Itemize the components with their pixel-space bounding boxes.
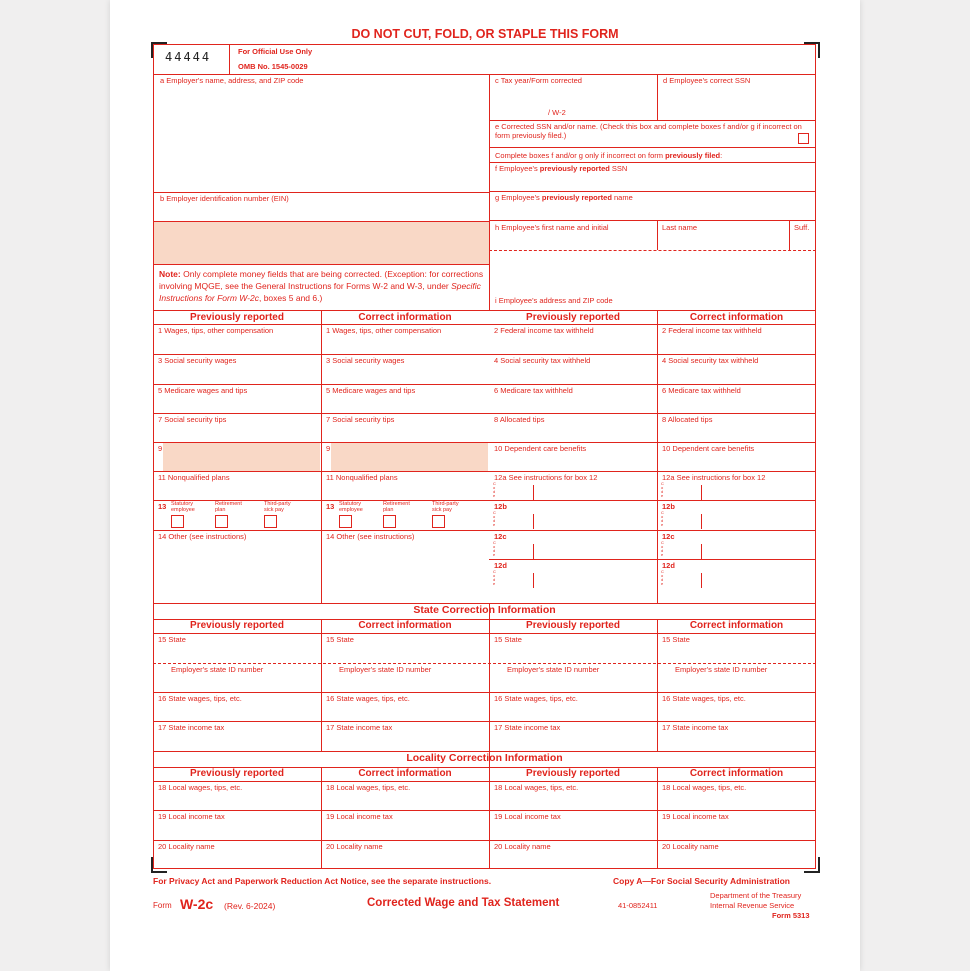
column-header: Previously reported [190,620,284,631]
box-12-code-label: Code [493,481,496,498]
rule-line [153,530,816,531]
locality-box-label: 19 Local income tax [326,812,393,821]
rule-line [701,485,702,500]
third-party-sick-pay-label: Third-party sick pay [432,501,459,513]
statutory-employee-checkbox[interactable] [171,515,184,528]
money-box-label: 10 Dependent care benefits [662,444,755,453]
box-12-label: 12d [494,561,507,570]
form-code: 41-0852411 [618,901,658,910]
box-12-label: 12c [494,532,507,541]
locality-box-label: 18 Local wages, tips, etc. [662,783,747,792]
rule-line [657,220,658,250]
privacy-notice: For Privacy Act and Paperwork Reduction Act Notice, see the separate instructions. [153,876,492,886]
box-g-post: name [611,193,633,202]
locality-box-label: 19 Local income tax [494,812,561,821]
rule-line [153,310,816,311]
column-header: Previously reported [190,312,284,323]
column-header: Previously reported [526,768,620,779]
money-box-label: 1 Wages, tips, other compensation [326,326,442,335]
money-box-label: 1 Wages, tips, other compensation [158,326,274,335]
note-italic: Specific Instructions for Form W-2c [159,281,481,303]
box-e-label: e Corrected SSN and/or name. (Check this box and complete boxes f and/or g if incorrect on form previously filed.) [495,122,802,140]
locality-box-label: 19 Local income tax [158,812,225,821]
column-header: Correct information [689,768,784,779]
box-12-label: 12c [662,532,675,541]
state-box-label: 16 State wages, tips, etc. [662,694,746,703]
rule-line [153,721,816,722]
statutory-employee-label: Statutory employee [339,501,363,513]
rule-line [657,619,658,751]
box-f-pre: f Employee's [495,164,540,173]
money-box-label: 4 Social security tax withheld [662,356,759,365]
box-b-label: b Employer identification number (EIN) [160,194,289,203]
box-12-code-label: Code [493,569,496,586]
state-section-title: State Correction Information [413,604,556,616]
fg-note: Complete boxes f and/or g only if incorrect on form previously filed: [495,151,723,160]
rule-line [153,633,816,634]
rule-line [153,384,816,385]
rule-line [489,74,490,310]
retirement-plan-label: Retirement plan [383,501,410,513]
state-box-label: Employer's state ID number [171,665,264,674]
rule-line [489,147,816,148]
state-box-label: 17 State income tax [494,723,561,732]
locality-box-label: 18 Local wages, tips, etc. [494,783,579,792]
rule-line [657,74,658,120]
box-a-label: a Employer's name, address, and ZIP code [160,76,304,85]
locality-box-label: 20 Locality name [326,842,383,851]
rule-line [321,767,322,869]
suffix-label: Suff. [794,223,810,232]
rule-line [657,767,658,869]
money-box-label: 2 Federal income tax withheld [494,326,594,335]
box-12-code-label: Code [661,510,664,527]
box-12-code-label: Code [661,569,664,586]
locality-box-label: 18 Local wages, tips, etc. [158,783,243,792]
box-g-pre: g Employee's [495,193,542,202]
rule-line [489,120,816,121]
rule-line [153,74,816,75]
form-name: W-2c [180,896,214,912]
state-box-label: 15 State [662,635,690,644]
rule-line [489,250,816,251]
state-box-label: Employer's state ID number [675,665,768,674]
box-14-label: 14 Other (see instructions) [158,532,247,541]
rule-line [229,44,230,74]
column-header: Correct information [689,620,784,631]
rule-line [701,514,702,529]
state-box-label: 16 State wages, tips, etc. [158,694,242,703]
money-box-label: 9 [158,444,163,453]
state-box-label: 17 State income tax [158,723,225,732]
rule-line [153,264,489,265]
note-label: Note: [159,269,181,279]
locality-box-label: 20 Locality name [158,842,215,851]
money-box-label: 6 Medicare tax withheld [662,386,741,395]
statutory-employee-label: Statutory employee [171,501,195,513]
box-12-label: 12b [662,502,675,511]
rule-line [789,220,790,250]
state-box-label: Employer's state ID number [339,665,432,674]
rule-line [533,573,534,588]
locality-section-title: Locality Correction Information [406,752,563,764]
fg-note-text: Complete boxes f and/or g only if incorrect on form [495,151,666,160]
state-box-label: 15 State [494,635,522,644]
state-box-label: 16 State wages, tips, etc. [494,694,578,703]
note-body: Only complete money fields that are being corrected. (Exception: for corrections involving MQGE, see the General Instructions for Forms W-2 and W-3, under [159,269,484,291]
box-g-bold: previously reported [541,193,612,202]
rule-line [153,663,816,664]
retirement-plan-checkbox[interactable] [383,515,396,528]
money-box-label: 12a See instructions for box 12 [494,473,598,482]
locality-box-label: 20 Locality name [662,842,719,851]
rule-line [153,500,816,501]
box-12-code-label: Code [661,481,664,498]
rule-line [153,413,816,414]
statutory-employee-checkbox[interactable] [339,515,352,528]
box-14-label: 14 Other (see instructions) [326,532,415,541]
money-box-label: 7 Social security tips [326,415,395,424]
form-number: Form 5313 [772,911,810,920]
form-word: Form [153,901,172,910]
note-text [159,268,489,304]
money-box-label: 7 Social security tips [158,415,227,424]
department-line-2: Internal Revenue Service [710,901,795,910]
box-12-label: 12b [494,502,507,511]
note-end: , boxes 5 and 6.) [258,293,323,303]
box-9-shade [163,443,320,471]
state-box-label: 15 State [158,635,186,644]
rule-line [533,514,534,529]
rule-line [489,220,816,221]
money-box-label: 10 Dependent care benefits [494,444,587,453]
rule-line [489,603,490,751]
rule-line [153,471,816,472]
department-line-1: Department of the Treasury [710,891,802,900]
box-12-code-label: Code [493,540,496,557]
column-header: Previously reported [190,768,284,779]
third-party-sick-pay-checkbox[interactable] [264,515,277,528]
fg-note-bold: previously filed [665,151,721,160]
money-box-label: 11 Nonqualified plans [158,473,230,482]
box-9-shade [331,443,488,471]
rule-line [153,781,816,782]
box-12-code-label: Code [493,510,496,527]
money-box-label: 11 Nonqualified plans [326,473,398,482]
box-i-label: i Employee's address and ZIP code [495,296,613,305]
third-party-sick-pay-label: Third-party sick pay [264,501,291,513]
column-header: Previously reported [526,620,620,631]
third-party-sick-pay-checkbox[interactable] [432,515,445,528]
locality-box-label: 20 Locality name [494,842,551,851]
box-c-label: c Tax year/Form corrected [495,76,582,85]
money-box-label: 5 Medicare wages and tips [158,386,248,395]
money-box-label: 4 Social security tax withheld [494,356,591,365]
rule-line [153,354,816,355]
box-h-label: h Employee's first name and initial [495,223,609,232]
money-box-label: 2 Federal income tax withheld [662,326,762,335]
last-name-label: Last name [662,223,698,232]
locality-box-label: 18 Local wages, tips, etc. [326,783,411,792]
money-box-label: 6 Medicare tax withheld [494,386,573,395]
box-13-label: 13 [158,502,167,511]
box-12-label: 12d [662,561,675,570]
state-box-label: 15 State [326,635,354,644]
rule-line [489,559,816,560]
column-header: Correct information [358,312,452,323]
form-title: Corrected Wage and Tax Statement [367,897,560,909]
money-box-label: 3 Social security wages [158,356,237,365]
money-box-label: 12a See instructions for box 12 [662,473,766,482]
copy-label: Copy A—For Social Security Administration [613,876,790,886]
box-12-code-label: Code [661,540,664,557]
column-header: Previously reported [526,312,620,323]
box-13-label: 13 [326,502,335,511]
money-box-label: 9 [326,444,331,453]
box-f-label [495,164,627,173]
rule-line [153,324,816,325]
rule-line [153,810,816,811]
box-f-post: SSN [609,164,628,173]
rule-line [701,544,702,559]
official-use-label: For Official Use Only [238,47,313,56]
rule-line [321,619,322,751]
rule-line [701,573,702,588]
state-box-label: Employer's state ID number [507,665,600,674]
box-d-label: d Employee's correct SSN [663,76,751,85]
box-c-form: / W-2 [548,108,566,117]
state-box-label: 16 State wages, tips, etc. [326,694,410,703]
omb-number: OMB No. 1545-0029 [238,62,308,71]
money-box-label: 8 Allocated tips [662,415,713,424]
locality-box-label: 19 Local income tax [662,812,729,821]
box-f-bold: previously reported [539,164,610,173]
retirement-plan-checkbox[interactable] [215,515,228,528]
form-warning: DO NOT CUT, FOLD, OR STAPLE THIS FORM [351,27,619,41]
retirement-plan-label: Retirement plan [215,501,242,513]
money-box-label: 8 Allocated tips [494,415,545,424]
rule-line [489,191,816,192]
rule-line [153,692,816,693]
column-header: Correct information [358,620,452,631]
money-box-label: 5 Medicare wages and tips [326,386,416,395]
column-header: Correct information [358,768,452,779]
column-header: Correct information [689,312,784,323]
rule-line [153,192,489,193]
rule-line [489,162,816,163]
box-e-checkbox[interactable] [798,133,809,144]
form-revision: (Rev. 6-2024) [224,901,276,911]
rule-line [533,485,534,500]
state-box-label: 17 State income tax [326,723,393,732]
rule-line [153,840,816,841]
control-number: 44444 [165,50,212,64]
box-g-label [495,193,633,202]
shaded-area [154,222,489,264]
money-box-label: 3 Social security wages [326,356,405,365]
state-box-label: 17 State income tax [662,723,729,732]
rule-line [533,544,534,559]
